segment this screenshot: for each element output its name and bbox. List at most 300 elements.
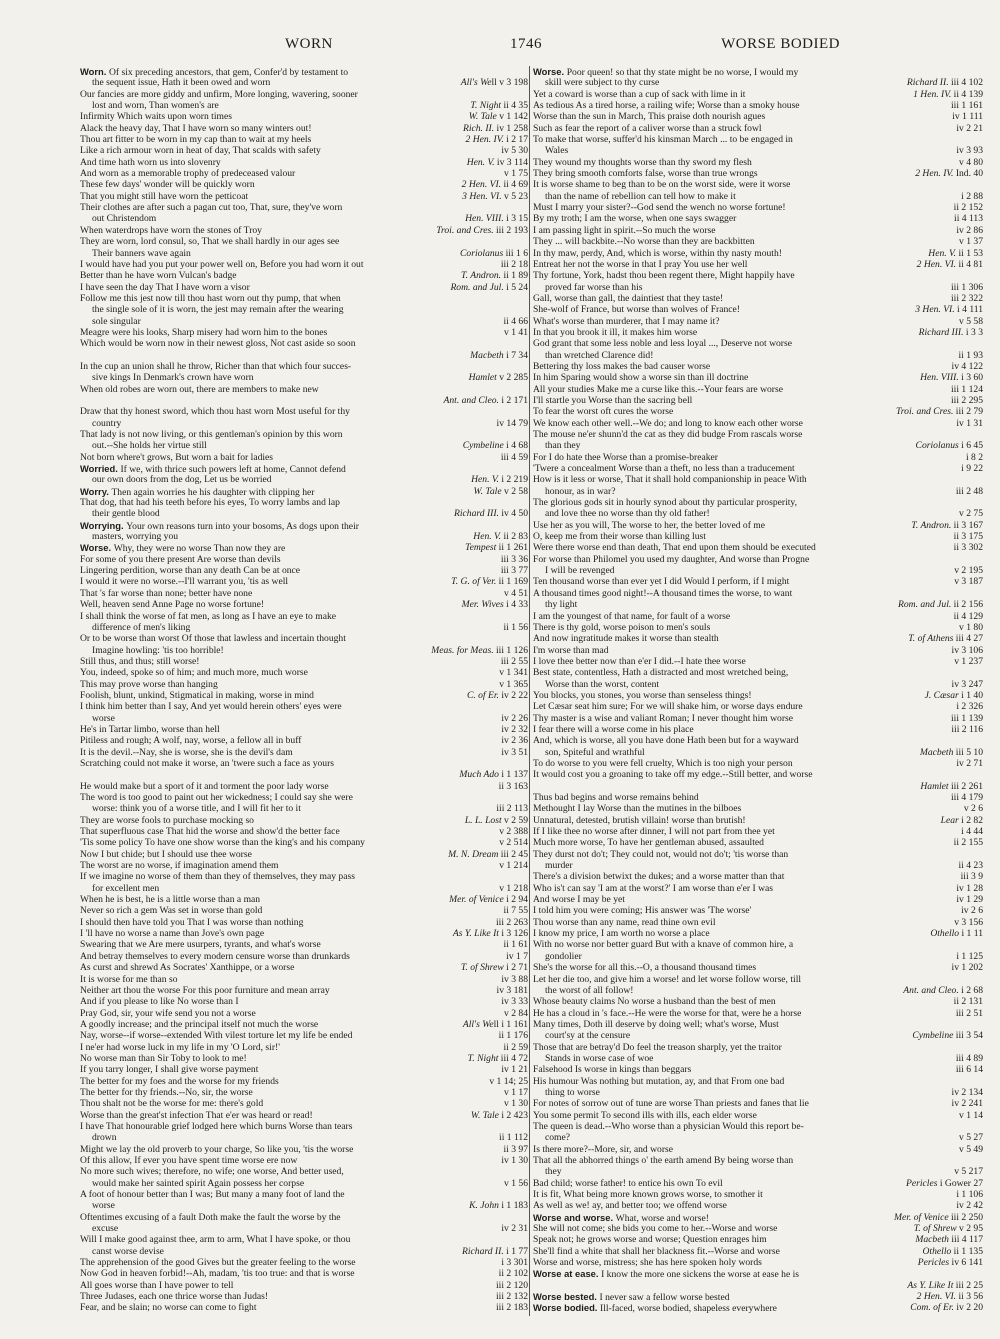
citation-reference: iii 3 36 — [497, 554, 528, 565]
entry-line — [533, 701, 983, 712]
citation-reference: Pericles i Gower 27 — [902, 1178, 983, 1189]
quotation-text: I never saw a fellow worse bested — [599, 1292, 730, 1304]
citation-reference: T. Andron. ii 1 89 — [457, 270, 528, 281]
citation-reference: All's Well v 3 198 — [457, 77, 528, 88]
entry-line — [80, 849, 528, 860]
quotation-text: Fear, and be slain; no worse can come to fight — [80, 1302, 257, 1314]
citation-reference: Troi. and Cres. iii 2 193 — [432, 225, 528, 236]
quotation-text: To do worse to you were fell cruelty, Which is too nigh your person — [533, 757, 793, 769]
citation-reference: v 1 41 — [500, 327, 528, 338]
quotation-text: the single sole of it is worn, the jest may remain after the wearing — [92, 304, 344, 316]
quotation-text: Or to be worse than worst Of those that lawless and incertain thought — [80, 633, 346, 645]
citation-reference: Meas. for Meas. iii 1 126 — [427, 645, 528, 656]
entry-line — [533, 304, 983, 315]
quotation-text: than the name of rebellion can tell how to make it — [545, 190, 736, 202]
citation-reference: iii 2 55 — [497, 656, 528, 667]
quotation-text: lost and worn, Than women's are — [92, 100, 219, 112]
entry-line — [533, 157, 983, 168]
citation-reference: ii 1 176 — [495, 1030, 528, 1041]
quotation-text: All goes worse than I have power to tell — [80, 1279, 234, 1291]
citation-reference: iii 1 161 — [947, 100, 983, 111]
entry-line — [80, 724, 528, 735]
entry-line — [533, 89, 983, 100]
citation-reference: T. Andron. ii 3 167 — [907, 520, 983, 531]
entry-line — [80, 77, 528, 88]
entry-line — [533, 645, 983, 656]
quotation-text: And time hath worn us into slovenry — [80, 156, 221, 168]
entry-line — [80, 815, 528, 826]
entry-line — [533, 350, 983, 361]
quotation-text: They are worn, lord consul, so, That we shall hardly in our ages see — [80, 236, 340, 248]
entry-line — [80, 1178, 528, 1189]
headword: Worrying. — [80, 519, 127, 531]
entry-line — [80, 1053, 528, 1064]
entry-line — [80, 542, 528, 553]
citation-reference: Hen. VIII. i 3 15 — [461, 213, 528, 224]
entry-line — [80, 270, 528, 281]
quotation-text: The mouse ne'er shunn'd the cat as they did budge From rascals worse — [533, 429, 803, 440]
entry-line — [80, 338, 528, 349]
entry-line — [80, 1234, 528, 1245]
entry-line — [533, 123, 983, 134]
citation-reference: ii 4 23 — [954, 860, 983, 871]
entry-line — [80, 361, 528, 372]
quotation-text: There is thy gold, worse poison to men's souls — [533, 621, 711, 633]
citation-reference: Lear i 2 82 — [937, 815, 983, 826]
quotation-text: Bettering thy loss makes the bad causer worse — [533, 360, 711, 372]
entry-line — [80, 803, 528, 814]
entry-line — [533, 418, 983, 429]
citation-reference: 1 Hen. IV. ii 4 139 — [909, 89, 983, 100]
quotation-text: It is fit, What being more known grows worse, to smother it — [533, 1189, 763, 1201]
quotation-text: our own doors from the dog, Let us be worried — [92, 474, 272, 486]
quotation-text: If we imagine no worse of them than they of themselves, they may pass — [80, 871, 355, 883]
quotation-text: Thy fortune, York, hadst thou been regent there, Might happily have — [533, 270, 795, 282]
entry-line — [80, 713, 528, 724]
quotation-text: the worst of all follow! — [545, 984, 634, 996]
entry-line — [533, 1189, 983, 1200]
citation-reference: Othello i 1 11 — [926, 928, 983, 939]
citation-reference: v 1 214 — [495, 860, 528, 871]
entry-line — [533, 1144, 983, 1155]
quotation-text: Worse than the sun in March, This praise doth nourish agues — [533, 111, 766, 123]
citation-reference: iv 2 86 — [952, 225, 983, 236]
entry-line — [533, 1291, 983, 1302]
citation-reference: iv 5 30 — [497, 145, 528, 156]
citation-reference: i 4 44 — [957, 826, 983, 837]
citation-reference: All's Well i 1 161 — [459, 1019, 528, 1030]
citation-reference: iv 2 134 — [948, 1087, 983, 1098]
citation-reference: C. of Er. iv 2 22 — [463, 690, 528, 701]
entry-line — [533, 1178, 983, 1189]
entry-line — [533, 372, 983, 383]
citation-reference: i 8 2 — [962, 452, 983, 463]
entry-line — [80, 1200, 528, 1211]
citation-reference: ii 1 56 — [499, 622, 528, 633]
quotation-text: I am the youngest of that name, for fault of a worse — [533, 610, 731, 622]
entry-line — [533, 679, 983, 690]
quotation-text: Never so rich a gem Was set in worse than gold — [80, 905, 263, 917]
headword: Worse bodied. — [533, 1302, 601, 1314]
citation-reference: iii 2 183 — [492, 1302, 528, 1313]
quotation-text: thy light — [545, 599, 578, 611]
quotation-text: She-wolf of France, but worse than wolves of France! — [533, 304, 741, 316]
quotation-text: For worse than Philomel you used my daughter, And worse than Progne — [533, 553, 810, 565]
citation-reference: v 1 14; 25 — [485, 1076, 528, 1087]
entry-line — [533, 474, 983, 485]
entry-line — [533, 202, 983, 213]
citation-reference: i 1 125 — [952, 951, 983, 962]
entry-line — [80, 440, 528, 451]
entry-line — [533, 316, 983, 327]
quotation-text: Unnatural, detested, brutish villain! worse than brutish! — [533, 814, 746, 826]
quotation-text: for excellent men — [92, 882, 160, 894]
quotation-text: Foolish, blunt, unkind, Stigmatical in making, worse in mind — [80, 689, 314, 701]
quotation-text: they — [545, 1166, 562, 1178]
quotation-text: I am passing light in spirit.--So much the worse — [533, 224, 716, 236]
entry-line — [80, 1030, 528, 1041]
entry-line — [80, 236, 528, 247]
citation-reference: iii 4 59 — [497, 452, 528, 463]
entry-line — [533, 1042, 983, 1053]
citation-reference: i 2 326 — [952, 701, 983, 712]
entry-line — [80, 1132, 528, 1143]
citation-reference: Mer. of Venice i 2 94 — [445, 894, 528, 905]
quotation-text: Follow me this jest now till thou hast worn out thy pump, that when — [80, 292, 341, 304]
quotation-text: Much more worse, To have her gentleman abused, assaulted — [533, 837, 764, 849]
entry-line — [533, 996, 983, 1007]
citation-reference: iv 2 32 — [497, 724, 528, 735]
entry-line — [80, 905, 528, 916]
entry-line — [80, 1064, 528, 1075]
quotation-text: I love thee better now than e'er I did.--I hate thee worse — [533, 655, 746, 667]
citation-reference: v 1 237 — [950, 656, 983, 667]
quotation-text: O, keep me from their worse than killing lust — [533, 531, 706, 543]
quotation-text: The queen is dead.--Who worse than a physician Would this report be- — [533, 1120, 804, 1132]
entry-line — [80, 667, 528, 678]
quotation-text: To make that worse, suffer'd his kinsman March ... to be engaged in — [533, 134, 793, 146]
entry-line — [80, 928, 528, 939]
citation-reference: 2 Hen. IV. i 2 17 — [462, 134, 528, 145]
entry-line — [533, 985, 983, 996]
citation-reference: i 2 88 — [957, 191, 983, 202]
citation-reference: v 5 217 — [950, 1166, 983, 1177]
citation-reference: v 1 80 — [955, 622, 983, 633]
citation-reference: i 9 22 — [957, 463, 983, 474]
citation-reference: ii 2 102 — [495, 1268, 528, 1279]
quotation-text: And worse I may be yet — [533, 894, 625, 906]
quotation-text: drown — [92, 1132, 117, 1144]
quotation-text: Imagine howling: 'tis too horrible! — [92, 644, 224, 656]
entry-line — [533, 497, 983, 508]
citation-reference: W. Tale v 1 142 — [465, 111, 528, 122]
citation-reference: iii 1 139 — [947, 713, 983, 724]
entry-line — [80, 576, 528, 587]
citation-reference: M. N. Dream iii 2 45 — [444, 849, 528, 860]
quotation-text: You blocks, you stones, you worse than senseless things! — [533, 689, 752, 701]
citation-reference: ii 3 175 — [950, 531, 983, 542]
page-number: 1746 — [510, 36, 542, 52]
quotation-text: His humour Was nothing but mutation, ay, and that From one bad — [533, 1075, 785, 1087]
quotation-text: Methought I lay Worse than the mutines in the bilboes — [533, 803, 742, 815]
entry-line — [533, 758, 983, 769]
quotation-text: than they — [545, 440, 581, 452]
header-last-word: WORSE BODIED — [721, 36, 840, 52]
headword: Worried. — [80, 463, 121, 475]
citation-reference: 2 Hen. VI. ii 3 56 — [913, 1291, 983, 1302]
quotation-text: Infirmity Which waits upon worn times — [80, 111, 232, 123]
citation-reference: v 1 17 — [500, 1087, 528, 1098]
quotation-text: Let her die too, and give him a worse! and let worse follow worse, till — [533, 973, 802, 985]
quotation-text: Still thus, and thus; still worse! — [80, 655, 200, 667]
entry-line — [80, 508, 528, 519]
quotation-text: I have seen the day That I have worn a visor — [80, 281, 250, 293]
citation-reference: Coriolanus i 6 45 — [912, 440, 983, 451]
quotation-text: And now ingratitude makes it worse than stealth — [533, 633, 719, 645]
entry-line — [533, 815, 983, 826]
entry-line — [80, 304, 528, 315]
entry-line — [80, 679, 528, 690]
quotation-text: For notes of sorrow out of tune are worse Than priests and fanes that lie — [533, 1098, 809, 1110]
citation-reference: v 4 80 — [955, 157, 983, 168]
quotation-text: out Christendom — [92, 213, 157, 225]
citation-reference: ii 7 55 — [499, 905, 528, 916]
citation-reference: K. John i 1 183 — [465, 1200, 528, 1211]
quotation-text: Of six preceding ancestors, that gem, Confer'd by testament to — [109, 67, 349, 78]
entry-line — [533, 293, 983, 304]
entry-line — [80, 611, 528, 622]
quotation-text: honour, as in war? — [545, 485, 616, 497]
entry-line — [80, 384, 528, 395]
citation-reference: iv 2 21 — [952, 123, 983, 134]
citation-reference: iii 2 132 — [492, 1291, 528, 1302]
left-column — [80, 66, 528, 1316]
entry-line — [533, 588, 983, 599]
quotation-text: would make her sainted spirit Again possess her corpse — [92, 1177, 305, 1189]
quotation-text: I 'll have no worse a name than Jove's own page — [80, 928, 265, 940]
entry-line — [80, 599, 528, 610]
entry-line — [80, 66, 528, 77]
citation-reference: Mer. of Venice iii 2 250 — [890, 1212, 983, 1223]
quotation-text: Alack the heavy day, That I have worn so many winters out! — [80, 122, 312, 134]
entry-line — [80, 474, 528, 485]
quotation-text: As well as we! ay, and better too; we offend worse — [533, 1200, 727, 1212]
citation-reference: v 2 6 — [960, 803, 983, 814]
citation-reference: Cymbeline i 4 68 — [459, 440, 528, 451]
column-divider — [529, 66, 530, 1316]
entry-line — [533, 1234, 983, 1245]
entry-line — [80, 588, 528, 599]
quotation-text: court'sy at the censure — [545, 1030, 631, 1042]
quotation-text: A goodly increase; and the principal itself not much the worse — [80, 1018, 319, 1030]
citation-reference: v 5 49 — [955, 1144, 983, 1155]
entry-line — [533, 213, 983, 224]
citation-reference: ii 4 66 — [499, 316, 528, 327]
entry-line — [533, 191, 983, 202]
entry-line — [533, 1087, 983, 1098]
citation-reference: iii 2 322 — [947, 293, 983, 304]
quotation-text: Ten thousand worse than ever yet I did Would I perform, if I might — [533, 576, 790, 588]
citation-reference: v 1 14 — [955, 1110, 983, 1121]
entry-line — [80, 633, 528, 644]
entry-line — [533, 327, 983, 338]
quotation-text: If we, with thrice such powers left at home, Cannot defend — [120, 464, 346, 476]
quotation-text: Falsehood Is worse in kings than beggars — [533, 1064, 692, 1076]
entry-line — [80, 202, 528, 213]
entry-line — [533, 236, 983, 247]
quotation-text: I ne'er had worse luck in my life in my 'O Lord, sir!' — [80, 1041, 280, 1053]
quotation-text: Swearing that we Are mere usurpers, tyrants, and what's worse — [80, 939, 321, 951]
quotation-text: I know the more one sickens the worse at ease he is — [601, 1269, 800, 1281]
entry-line — [533, 860, 983, 871]
quotation-text: The better for thy friends.--No, sir, the worse — [80, 1086, 253, 1098]
entry-line — [533, 781, 983, 792]
quotation-text: That 's far worse than none; better have none — [80, 587, 253, 599]
citation-reference: iv 14 79 — [493, 418, 528, 429]
entry-line — [80, 282, 528, 293]
headword: Worse. — [533, 66, 567, 77]
quotation-text: Draw that thy honest sword, which thou hast worn Most useful for thy — [80, 406, 350, 418]
citation-reference: L. L. Lost v 2 59 — [461, 815, 528, 826]
entry-line — [533, 542, 983, 553]
citation-reference: ii 2 155 — [950, 837, 983, 848]
citation-reference: Hamlet iii 2 261 — [916, 781, 983, 792]
quotation-text: Our fancies are more giddy and unfirm, More longing, wavering, sooner — [80, 88, 358, 100]
headword: Worn. — [80, 66, 109, 77]
quotation-text: the sequent issue, Hath it been owed and worn — [92, 77, 271, 89]
quotation-text: He has a cloud in 's face.--He were the worse for that, were he a horse — [533, 1007, 802, 1019]
entry-line — [80, 1291, 528, 1302]
quotation-text: Meagre were his looks, Sharp misery had worn him to the bones — [80, 326, 328, 338]
citation-reference: Othello ii 1 135 — [919, 1246, 984, 1257]
entry-line — [80, 962, 528, 973]
citation-reference: Much Ado i 1 137 — [455, 769, 528, 780]
quotation-text: He would make but a sport of it and torment the poor lady worse — [80, 780, 329, 792]
quotation-text: Whose beauty claims No worse a husband than the best of men — [533, 996, 776, 1008]
citation-reference: v 5 27 — [955, 1132, 983, 1143]
citation-reference: v 1 365 — [495, 679, 528, 690]
citation-reference: T. G. of Ver. ii 1 169 — [447, 576, 528, 587]
entry-line — [80, 656, 528, 667]
quotation-text: and love thee no worse than thy old father! — [545, 508, 710, 520]
quotation-text: Is there more?--More, sir, and worse — [533, 1143, 674, 1155]
entry-line — [533, 1076, 983, 1087]
quotation-text: thing to worse — [545, 1086, 600, 1098]
quotation-text: Use her as you will, The worse to her, the better loved of me — [533, 519, 766, 531]
entry-line — [80, 100, 528, 111]
entry-line — [533, 871, 983, 882]
entry-line — [80, 213, 528, 224]
quotation-text: Why, they were no worse Than now they are — [113, 543, 286, 555]
citation-reference: iii 6 14 — [952, 1064, 983, 1075]
quotation-text: As curst and shrewd As Socrates' Xanthippe, or a worse — [80, 962, 295, 974]
citation-reference: T. Night ii 4 35 — [466, 100, 528, 111]
entry-line — [80, 1098, 528, 1109]
quotation-text: Three Judases, each one thrice worse than Judas! — [80, 1291, 269, 1303]
quotation-text: Let Cæsar seat him sure; For we will shake him, or worse days endure — [533, 701, 803, 713]
quotation-text: Gall, worse than gall, the daintiest that they taste! — [533, 292, 724, 304]
quotation-text: canst worse devise — [92, 1245, 164, 1257]
entry-line — [80, 1144, 528, 1155]
entry-line — [533, 179, 983, 190]
citation-reference: Hen. V. iv 3 114 — [463, 157, 528, 168]
entry-line — [533, 384, 983, 395]
citation-reference: ii 4 129 — [950, 611, 983, 622]
entry-line — [533, 395, 983, 406]
citation-reference: Hen. V. ii 1 53 — [924, 248, 983, 259]
entry-line — [80, 939, 528, 950]
citation-reference: Macbeth iii 5 10 — [916, 747, 983, 758]
citation-reference: iv 1 202 — [948, 962, 983, 973]
citation-reference: Com. of Er. iv 2 20 — [906, 1302, 983, 1313]
entry-line — [533, 361, 983, 372]
quotation-text: murder — [545, 860, 573, 872]
quotation-text: With no worse nor better guard But with a knave of common hire, a — [533, 939, 794, 951]
entry-line — [533, 826, 983, 837]
entry-line — [80, 1042, 528, 1053]
citation-reference: iv 1 31 — [952, 418, 983, 429]
citation-reference: iv 3 51 — [497, 747, 528, 758]
citation-reference: 2 Hen. VI. ii 4 69 — [458, 179, 528, 190]
citation-reference: iv 3 247 — [948, 679, 983, 690]
citation-reference: i 1 106 — [952, 1189, 983, 1200]
entry-line — [533, 66, 983, 77]
entry-line — [80, 883, 528, 894]
headword: Worse. — [80, 542, 114, 554]
citation-reference: iv 2 42 — [952, 1200, 983, 1211]
citation-reference: Richard II. iii 4 102 — [903, 77, 983, 88]
citation-reference: iv 1 29 — [952, 894, 983, 905]
citation-reference: iv 3 106 — [948, 645, 983, 656]
entry-line — [533, 633, 983, 644]
quotation-text: There's a division betwixt the dukes; and a worse matter than that — [533, 871, 785, 883]
entry-line — [80, 111, 528, 122]
entry-line — [533, 440, 983, 451]
quotation-text: sole singular — [92, 315, 141, 327]
citation-reference: iii 2 48 — [952, 486, 983, 497]
entry-line — [80, 565, 528, 576]
quotation-text: How is it less or worse, That it shall hold companionship in peace With — [533, 474, 807, 486]
entry-line — [533, 905, 983, 916]
quotation-text: Ill-faced, worse bodied, shapeless everywhere — [600, 1303, 777, 1315]
entry-line — [80, 860, 528, 871]
quotation-text: Thou art fitter to be worn in my cap than to wait at my heels — [80, 134, 312, 146]
quotation-text: We know each other well.--We do; and long to know each other worse — [533, 417, 803, 429]
citation-reference: ii 3 302 — [950, 542, 983, 553]
headword: Worse at ease. — [533, 1268, 602, 1280]
citation-reference: v 1 75 — [500, 168, 528, 179]
quotation-text: Your own reasons turn into your bosoms, As dogs upon their — [126, 520, 359, 532]
citation-reference: iii 3 77 — [497, 565, 528, 576]
entry-line — [533, 1098, 983, 1109]
entry-line — [533, 713, 983, 724]
entry-line — [80, 145, 528, 156]
quotation-text: Must I marry your sister?--God send the wench no worse fortune! — [533, 202, 786, 214]
citation-reference: iii 4 89 — [952, 1053, 983, 1064]
quotation-text: It is worse shame to beg than to be on the worst side, were it worse — [533, 179, 791, 191]
citation-reference: iv 3 33 — [497, 996, 528, 1007]
citation-reference: iv 4 122 — [948, 361, 983, 372]
citation-reference: Ant. and Cleo. i 2 171 — [440, 395, 529, 406]
citation-reference: Richard II. i 1 77 — [458, 1246, 528, 1257]
entry-line — [80, 1246, 528, 1257]
header-first-word: WORN — [285, 36, 333, 52]
entry-line — [80, 1268, 528, 1279]
citation-reference: v 2 84 — [500, 1008, 528, 1019]
quotation-text: It is the devil.--Nay, she is worse, she is the devil's dam — [80, 746, 293, 758]
entry-line — [80, 1110, 528, 1121]
citation-reference: iv 1 21 — [497, 1064, 528, 1075]
